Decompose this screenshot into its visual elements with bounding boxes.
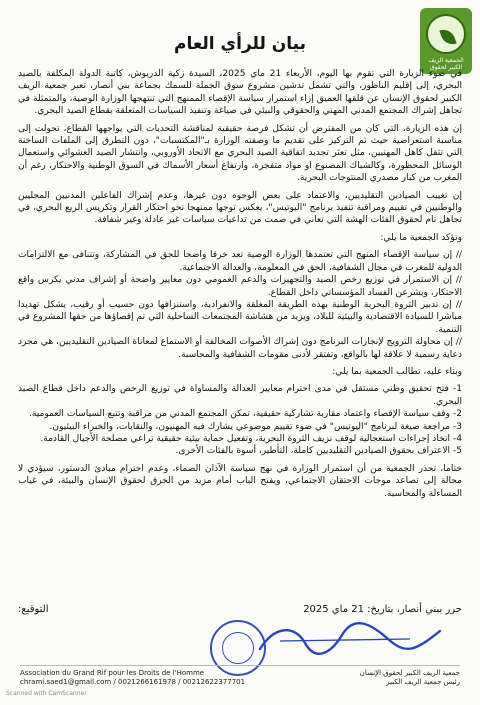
demand-item: 1- فتح تحقيق وطني مستقل في مدى احترام معايير العدالة والمساواة في توزيع الرخص والدعم داخل قطاع الصيد البحري. [18,384,462,407]
demands-list [18,383,462,457]
affirm-item: // إن تدبير الثروة البحرية الوطنية بهذه الطريقة المغلقة والانفرادية، واستنزافها دون حسيب أو رقيب، يشكل تهديدا مباشرا للسيادة الاقتصادية والبيئية للبلاد، ويزيد من هشاشة المجتمعات الساحلية التي تم إقصاؤها من حقها المشروع في التنمية. [18,299,462,335]
association-logo [420,8,472,74]
page-title: بيان للرأي العام [173,34,306,54]
footer-right [360,669,460,687]
closing-paragraph: ختاما، تحذر الجمعية من أن استمرار الوزارة في نهج سياسة الآذان الصماء، وعدم احترام مبادئ الدستور، سيؤدي لا محالة إلى تصاعد موجات الاحتقان الاجتماعي، ويفتح الباب أمام مزيد من الخرق لحقوق الإنسان والبيئة، في غياب المساءلة والمحاسبة. [18,463,462,499]
paragraph-2: إن هذه الزيارة، التي كان من المفترض أن تشكل فرصة حقيقية لمناقشة التحديات التي يواجهها القطاع، تحولت إلى مناسبة استعراضية حيث تم التركيز على تقديم ما وصفته الوزارة بـ"المكتسبات"، دون التطرق إلى الملفات الساخنة التي تثقل كاهل المهنيين، مثل تعثر تجديد اتفاقية الصيد البحري مع الاتحاد الأوروبي، وانتشار الصيد العشوائي واستعمال الوسائل المحظورة، وكالشباك المصنوع او مواد متفجرة، وارتفاع أسعار الأسماك في السوق الوطنية والاحتكار، رغم أن المغرب من كبار مصدري المنتوجات البحرية. [18,123,462,184]
scanner-watermark: Scanned with CamScanner [6,690,87,697]
logo-text: الجمعية الريف الكبير لحقوق [428,57,464,71]
paragraph-1: في ضوء الزيارة التي تقوم بها اليوم، الأربعاء 21 ماي 2025، السيدة زكية الدريوش، كاتبة الدولة المكلفة بالصيد البحري، إلى إقليم الناظور، والتي تشمل تدشين مشروع سوق الجملة للسمك بجماعة بني أنصار، تعبر جمعية الريف الكبير لحقوق الإنسان عن قلقها العميق إزاء استمرار سياسة الإقصاء الممنهج التي تنتهجها الوزارة الوصية، والمتمثلة في تجاهل إشراك المجتمع المدني المهني والحقوقي والبيئي في صياغة وتنفيذ السياسات المتعلقة بقطاع الصيد البحري. [18,69,463,117]
demand-item: 5- الاعتراف بحقوق الصيادين التقليديين كاملة، التأطير، أسوة بالفئات الأخرى. [175,446,462,457]
demands-intro: وبناء عليه، تطالب الجمعية بما يلي: [332,366,462,377]
footer-right-line: جمعية الريف الكبير لحقوق الإنسان [359,669,460,677]
signature-image [250,615,450,660]
demand-item: 2- وقف سياسة الإقصاء واعتماد مقاربة تشاركية حقيقية، تمكن المجتمع المدني من مراقبة وتتبع السياسات العمومية. [28,409,462,420]
affirm-item: // إن سياسة الإقصاء المنهج التي تعتمدها الوزارة الوصية تعد خرقا واضحا للحق في المشاركة، وتتنافى مع الالتزامات الدولية للمغرب في مجال الشفافية، الحق في المعلومة، والعدالة الاجتماعية. [18,250,462,273]
affirm-list [18,249,462,361]
logo-emblem [426,14,466,54]
footer-left-line: chrami.saed1@gmail.com / 0021266161978 / 00212622377701 [20,678,246,686]
affirm-item: // إن الاستمرار في توزيع رخص الصيد والتجهيزات والدعم العمومي دون معايير واضحة أو إشراف مدني يكرس واقع الاحتكار، ويشرعن الفساد المؤسساتي داخل القطاع. [18,275,462,298]
demand-item: 3- مراجعة صيغة لبرنامج "اليوتيس" في ضوء تقييم موضوعي يشارك فيه المهنيون، والنقابات، والخبراء البيئيون. [49,421,462,432]
statement-body [18,68,462,609]
affirm-intro: وتؤكد الجمعية ما يلي: [380,232,462,243]
affirm-item: // إن محاولة الترويج لإنجازات البرنامج دون إشراك الأصوات المخالفة أو الاستماع لمعاناة الصيادين التقليديين، هي مجرد دعاية رسمية لا علاقة لها بالواقع، وتفتقر لأدنى مقومات الشفافية والمحاسبة. [18,337,462,360]
footer-right-line: رئيس جمعية الريف الكبير [386,678,460,686]
footer-left-line: Association du Grand Rif pour les Droits de l'Homme [20,669,205,677]
demand-item: 4- اتخاذ إجراءات استعجالية لوقف نزيف الثروة البحرية، وتفعيل حماية بيئية حقيقية تراعي مصلحة الأجيال القادمة. [40,433,462,444]
signature-label: التوقيع: [18,604,49,615]
footer-left [20,669,350,687]
paragraph-3: إن تغييب الصيادين التقليديين، والاعتماد على بعض الوجوه دون غيرها، وعدم إشراك الفاعلين المدنيين المحليين والوطنيين في تقييم ومراقبة تنفيذ برنامج "اليوتيس"، يعكس توجها ممنهجا نحو احتكار القرار وتكريس الريع البحري، في تجاهل تام لحقوق الفئات الهشة التي تعاني في صمت من تداعيات سياسات غير عادلة وغير شفافة. [18,190,462,226]
leaf-icon [439,26,456,47]
date-line: حرر ببني أنصار، بتاريخ: 21 ماي 2025 [303,604,462,615]
